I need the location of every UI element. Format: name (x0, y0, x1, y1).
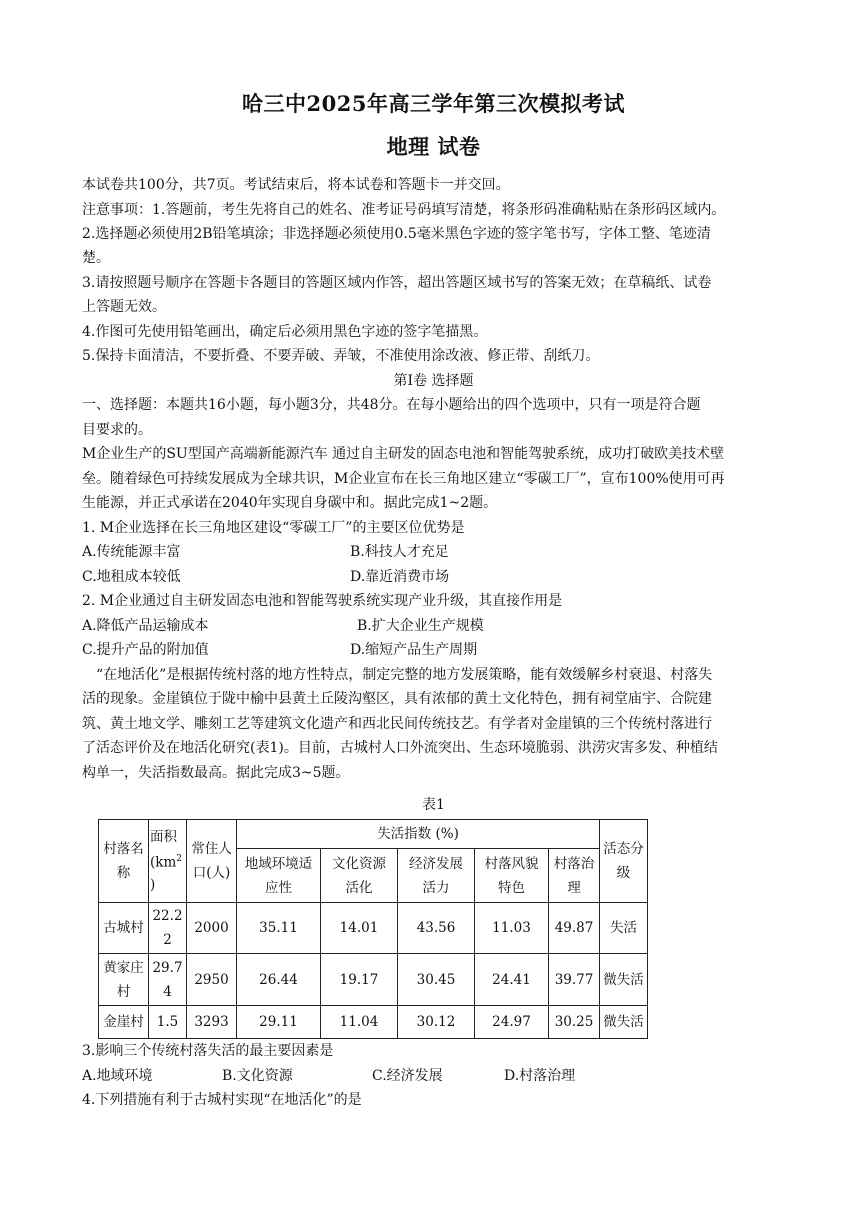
subheader-environment: 地域环境适 应性 (237, 849, 321, 903)
cell-village: 金崖村 (99, 1006, 149, 1039)
cell-governance: 39.77 (549, 954, 600, 1006)
section-instruction: 目要求的。 (82, 422, 152, 438)
header-status: 活态分 级 (600, 820, 648, 903)
passage-line: M企业生产的SU型国产高端新能源汽车 通过自主研发的固态电池和智能驾驶系统，成功打破欧美技术壁 (82, 446, 725, 462)
notice-line: 3.请按照题号顺序在答题卡各题目的答题区域内作答，超出答题区域书写的答案无效；在草稿纸、试卷 (82, 275, 712, 291)
cell-economy: 30.12 (398, 1006, 475, 1039)
question-stem: 1. M企业选择在长三角地区建设“零碳工厂”的主要区位优势是 (82, 520, 465, 536)
passage-line: “在地活化”是根据传统村落的地方性特点，制定完整的地方发展策略，能有效缓解乡村衰退、村落失 (96, 667, 713, 683)
option-d: D.缩短产品生产周期 (350, 642, 478, 658)
cell-village: 黄家庄 村 (99, 954, 149, 1006)
table-row (99, 903, 648, 954)
option-c: C.经济发展 (372, 1068, 443, 1084)
option-b: B.扩大企业生产规模 (357, 618, 484, 634)
cell-area: 29.7 4 (149, 954, 187, 1006)
subheader-culture: 文化资源 活化 (321, 849, 398, 903)
cell-economy: 30.45 (398, 954, 475, 1006)
option-a: A.传统能源丰富 (82, 544, 181, 560)
cell-environment: 35.11 (237, 903, 321, 954)
notice-line: 上答题无效。 (82, 299, 166, 315)
header-area: 面积 ($km^2$ ) (149, 820, 187, 903)
passage-line: 了活态评价及在地活化研究(表1)。目前，古城村人口外流突出、生态环境脆弱、洪涝灾害多发、种植结 (82, 740, 718, 756)
cell-status: 微失活 (600, 954, 648, 1006)
question-stem: 3.影响三个传统村落失活的最主要因素是 (82, 1043, 334, 1059)
notice-line: 4.作图可先使用铅笔画出，确定后必须用黑色字迹的签字笔描黑。 (82, 324, 488, 340)
passage-line: 筑、黄土地文学、雕刻工艺等建筑文化遗产和西北民间传统技艺。有学者对金崖镇的三个传统村落进行 (82, 716, 712, 732)
notice-line: 楚。 (82, 250, 110, 266)
cell-style: 11.03 (475, 903, 549, 954)
cell-style: 24.41 (475, 954, 549, 1006)
cell-population: 2950 (187, 954, 237, 1006)
cell-governance: 30.25 (549, 1006, 600, 1039)
subheader-governance: 村落治 理 (549, 849, 600, 903)
option-c: C.地租成本较低 (82, 569, 181, 585)
cell-culture: 14.01 (321, 903, 398, 954)
option-a: A.地域环境 (82, 1068, 153, 1084)
exam-subtitle: 地理 试卷 (386, 134, 481, 159)
header-inactivity-index: 失活指数 (%) (237, 820, 600, 849)
table-caption: 表1 (422, 797, 445, 813)
passage-line: 生能源，并正式承诺在2040年实现自身碳中和。据此完成1~2题。 (82, 495, 498, 511)
cell-governance: 49.87 (549, 903, 600, 954)
option-a: A.降低产品运输成本 (82, 618, 209, 634)
cell-culture: 19.17 (321, 954, 398, 1006)
cell-village: 古城村 (99, 903, 149, 954)
village-table (98, 819, 648, 1039)
table-row (99, 1006, 648, 1039)
option-d: D.村落治理 (504, 1068, 576, 1084)
question-stem: 2. M企业通过自主研发固态电池和智能驾驶系统实现产业升级，其直接作用是 (82, 593, 563, 609)
notice-line: 注意事项：1.答题前，考生先将自己的姓名、准考证号码填写清楚，将条形码准确粘贴在条形码区域内。 (82, 202, 726, 218)
exam-title: 哈三中2025年高三学年第三次模拟考试 (242, 91, 625, 116)
table-row (99, 954, 648, 1006)
section-instruction: 一、选择题：本题共16小题，每小题3分，共48分。在每小题给出的四个选项中，只有一项是符合题 (82, 397, 701, 413)
cell-environment: 29.11 (237, 1006, 321, 1039)
cell-economy: 43.56 (398, 903, 475, 954)
header-population: 常住人 口(人) (187, 820, 237, 903)
notice-line: 2.选择题必须使用2B铅笔填涂；非选择题必须使用0.5毫米黑色字迹的签字笔书写，字体工整、笔迹清 (82, 226, 711, 242)
passage-line: 垒。随着绿色可持续发展成为全球共识，M企业宣布在长三角地区建立“零碳工厂”，宣布100%使用可再 (82, 471, 725, 487)
section-title: 第Ⅰ卷 选择题 (393, 373, 474, 389)
cell-status: 失活 (600, 903, 648, 954)
cell-population: 3293 (187, 1006, 237, 1039)
subheader-economy: 经济发展 活力 (398, 849, 475, 903)
cell-area: 22.2 2 (149, 903, 187, 954)
cell-status: 微失活 (600, 1006, 648, 1039)
question-stem: 4.下列措施有利于古城村实现“在地活化”的是 (82, 1092, 362, 1108)
intro-line: 本试卷共100分，共7页。考试结束后，将本试卷和答题卡一并交回。 (82, 177, 510, 193)
cell-environment: 26.44 (237, 954, 321, 1006)
notice-line: 5.保持卡面清洁，不要折叠、不要弄破、弄皱，不准使用涂改液、修正带、刮纸刀。 (82, 348, 600, 364)
option-c: C.提升产品的附加值 (82, 642, 209, 658)
cell-style: 24.97 (475, 1006, 549, 1039)
cell-area: 1.5 (149, 1006, 187, 1039)
header-village: 村落名 称 (99, 820, 149, 903)
cell-culture: 11.04 (321, 1006, 398, 1039)
option-d: D.靠近消费市场 (350, 569, 450, 585)
cell-population: 2000 (187, 903, 237, 954)
option-b: B.科技人才充足 (350, 544, 449, 560)
passage-line: 构单一，失活指数最高。据此完成3~5题。 (82, 765, 350, 781)
subheader-style: 村落风貌 特色 (475, 849, 549, 903)
passage-line: 活的现象。金崖镇位于陇中榆中县黄土丘陵沟壑区，具有浓郁的黄土文化特色，拥有祠堂庙宇、合院建 (82, 691, 712, 707)
option-b: B.文化资源 (222, 1068, 293, 1084)
